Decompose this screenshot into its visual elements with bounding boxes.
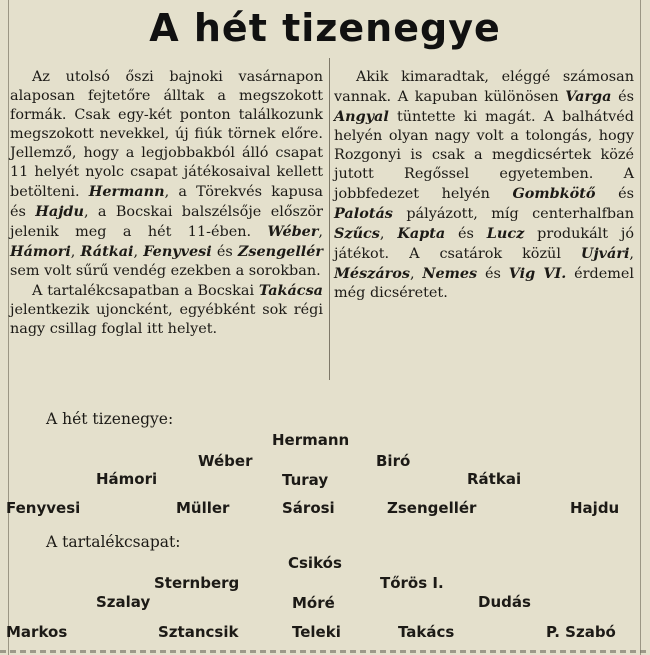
text-run: jelentkezik ujoncként, egyébként sok régi nagy csillag foglal itt helyet. <box>10 302 323 337</box>
team-defender-right: Biró <box>376 452 411 470</box>
reserve-defender-right: Tőrös I. <box>380 574 444 592</box>
team-forward-2: Müller <box>176 499 230 517</box>
text-run: , <box>379 226 398 242</box>
text-run: , <box>318 224 323 240</box>
player-name: Varga <box>565 88 612 105</box>
column-divider <box>329 58 330 380</box>
reserve-forward-4: Takács <box>398 623 455 641</box>
reserve-half-left: Szalay <box>96 593 151 611</box>
player-name: Ujvári <box>580 245 630 262</box>
text-run: Az utolsó őszi bajnoki vasárnapon alaposan fejtetőre álltak a megszokott formák. Csak egy-két ponton találkozunk megszokott nevekkel, új fiúk törnek előre. Jellemző, hogy a legjobbakból álló csapat 11 helyét nyolc csapat játékosaival kellett betölteni. <box>10 69 323 200</box>
player-name: Hermann <box>88 183 165 200</box>
article-paragraph <box>10 68 323 281</box>
reserve-forward-2: Sztancsik <box>158 623 239 641</box>
player-name: Rátkai <box>80 243 134 260</box>
text-run: , <box>133 244 144 260</box>
player-name: Szűcs <box>334 225 380 242</box>
team-forward-1: Fenyvesi <box>6 499 81 517</box>
text-run: , <box>409 266 423 282</box>
reserve-forward-3: Teleki <box>292 623 341 641</box>
left-border-rule <box>8 0 9 655</box>
article-paragraph <box>10 281 323 339</box>
article-paragraph <box>334 68 634 303</box>
reserve-goalkeeper: Csikós <box>288 554 342 572</box>
player-name: Lucz <box>486 225 525 242</box>
player-name: Angyal <box>334 108 389 125</box>
player-name: Takácsa <box>258 282 323 299</box>
team-forward-4: Zsengellér <box>387 499 477 517</box>
player-name: Palotás <box>334 205 393 222</box>
reserve-half-center: Móré <box>292 594 335 612</box>
team-goalkeeper: Hermann <box>272 431 350 449</box>
text-run: , a Bocskai balszélsője először jelenik meg a hét 11-ében. <box>10 204 323 240</box>
text-run: sem volt sűrű vendég ezekben a sorokban. <box>10 263 321 279</box>
player-name: Hajdu <box>35 203 84 220</box>
player-name: Wéber <box>267 223 319 240</box>
bottom-torn-edge <box>0 650 650 653</box>
player-name: Nemes <box>422 265 478 282</box>
text-run: A tartalékcsapatban a Bocskai <box>32 283 259 299</box>
text-run: , <box>70 244 81 260</box>
reserve-forward-5: P. Szabó <box>546 623 616 641</box>
text-run: produkált jó játékot. A csatárok közül <box>334 226 634 262</box>
reserve-forward-1: Markos <box>6 623 68 641</box>
player-name: Mészáros <box>334 265 410 282</box>
text-run: Akik kimaradtak, eléggé számosan vannak. A kapuban különösen <box>334 69 634 105</box>
team-label: A hét tizenegye: <box>46 410 174 428</box>
team-forward-3: Sárosi <box>282 499 335 517</box>
text-run: tüntette ki magát. A balhátvéd helyén olyan nagy volt a tolongás, hogy Rozgonyi is csak a megdicsértek közé jutott Regőssel egyetemben. A jobbfedezet helyén <box>334 109 634 202</box>
text-run: és <box>595 186 634 202</box>
text-run: és <box>611 89 634 105</box>
reserve-half-right: Dudás <box>478 593 531 611</box>
text-run: , <box>629 246 634 262</box>
text-run: pályázott, míg centerhalfban <box>392 206 634 222</box>
player-name: Zsengellér <box>237 243 323 260</box>
text-run: és <box>445 226 487 242</box>
player-name: Kapta <box>397 225 446 242</box>
player-name: Fenyvesi <box>143 243 212 260</box>
right-border-rule <box>640 0 641 655</box>
text-run: és <box>211 244 238 260</box>
team-half-center: Turay <box>282 471 329 489</box>
text-run: , a Törekvés kapusa és <box>10 184 323 220</box>
left-column <box>10 68 323 339</box>
team-defender-left: Wéber <box>198 452 253 470</box>
reserve-label: A tartalékcsapat: <box>46 533 181 551</box>
team-half-left: Hámori <box>96 470 158 488</box>
team-half-right: Rátkai <box>467 470 522 488</box>
team-forward-5: Hajdu <box>570 499 620 517</box>
player-name: Vig VI. <box>508 265 567 282</box>
text-run: érdemel még dicséretet. <box>334 266 634 301</box>
headline: A hét tizenegye <box>149 6 501 50</box>
player-name: Hámori <box>10 243 71 260</box>
text-run: és <box>477 266 509 282</box>
reserve-defender-left: Sternberg <box>154 574 240 592</box>
player-name: Gombkötő <box>512 185 596 202</box>
right-column <box>334 68 634 303</box>
